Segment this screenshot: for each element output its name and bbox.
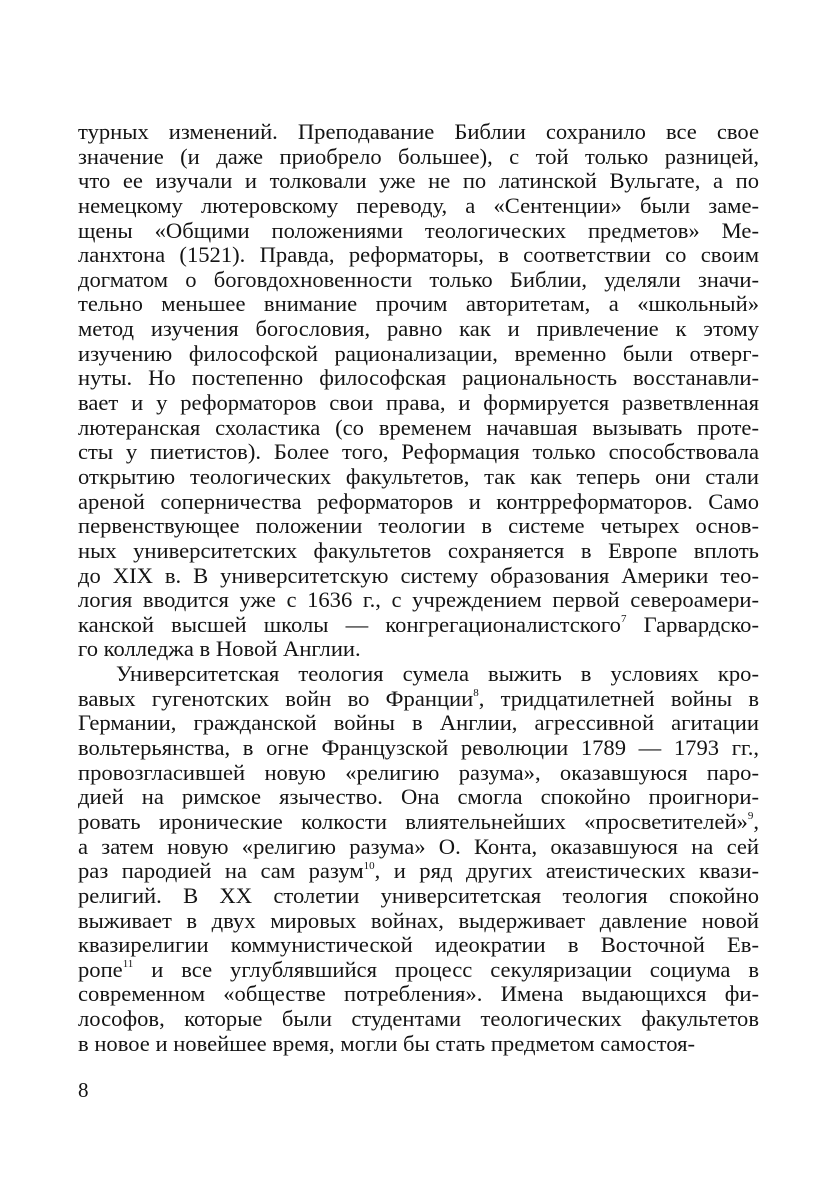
text-line bbox=[78, 342, 759, 367]
text-line bbox=[78, 490, 759, 515]
text-line bbox=[78, 243, 759, 268]
text-line bbox=[78, 662, 759, 687]
text-line bbox=[78, 761, 759, 786]
text-line bbox=[78, 884, 759, 909]
text-segment: первенствующее положении теологии в системе четырех основ- bbox=[78, 513, 759, 539]
text-segment: изучению философской рационализации, временно были отверг- bbox=[78, 340, 759, 366]
text-line bbox=[78, 909, 759, 934]
text-segment: религий. В XX столетии университетская теология спокойно bbox=[78, 882, 759, 908]
text-segment: провозгласившей новую «религию разума», оказавшуюся паро- bbox=[78, 759, 759, 785]
text-segment: квазирелигии коммунистической идеократии в Восточной Ев- bbox=[78, 932, 759, 958]
text-line bbox=[78, 637, 759, 662]
text-segment: немецкому лютеровскому переводу, а «Сентенции» были заме- bbox=[78, 192, 759, 218]
text-line bbox=[78, 539, 759, 564]
text-line bbox=[78, 1007, 759, 1032]
text-segment: Университетская теология сумела выжить в условиях кро- bbox=[116, 661, 759, 687]
text-segment: , bbox=[753, 808, 759, 834]
footnote-reference: 8 bbox=[473, 687, 479, 700]
footnote-reference: 9 bbox=[747, 810, 754, 823]
text-segment: ропе bbox=[78, 956, 123, 982]
text-line bbox=[78, 145, 759, 170]
text-segment: метод изучения богословия, равно как и привлечение к этому bbox=[78, 316, 759, 342]
text-line bbox=[78, 687, 759, 712]
footnote-reference: 7 bbox=[620, 613, 627, 626]
text-segment: раз пародией на сам разум bbox=[78, 858, 364, 884]
paragraph bbox=[78, 662, 759, 1056]
text-line bbox=[78, 859, 759, 884]
text-segment: ланхтона (1521). Правда, реформаторы, в соответствии со своим bbox=[78, 242, 759, 268]
text-line bbox=[78, 440, 759, 465]
text-segment: что ее изучали и толковали уже не по латинской Вульгате, а по bbox=[78, 168, 759, 194]
page-body bbox=[78, 120, 759, 1056]
text-segment: сты у пиетистов). Более того, Реформация только способствовала bbox=[78, 439, 759, 465]
text-segment: а затем новую «религию разума» О. Конта, оказавшуюся на сей bbox=[78, 833, 759, 859]
text-line bbox=[78, 588, 759, 613]
text-line bbox=[78, 169, 759, 194]
text-segment: до XIX в. В университетскую систему образования Америки тео- bbox=[78, 562, 759, 588]
text-segment: ареной соперничества реформаторов и контрреформаторов. Само bbox=[78, 488, 759, 514]
text-line bbox=[78, 194, 759, 219]
text-line bbox=[78, 1032, 759, 1057]
text-segment: вает и у реформаторов свои права, и формируется разветвленная bbox=[78, 390, 759, 416]
text-segment: выживает в двух мировых войнах, выдерживает давление новой bbox=[78, 907, 759, 933]
text-segment: и все углублявшийся процесс секуляризации социума в bbox=[133, 956, 759, 982]
text-line bbox=[78, 933, 759, 958]
text-segment: современном «обществе потребления». Имена выдающихся фи- bbox=[78, 981, 759, 1007]
text-segment: значение (и даже приобрело большее), с той только разницей, bbox=[78, 143, 759, 169]
text-segment: Германии, гражданской войны в Англии, агрессивной агитации bbox=[78, 710, 759, 736]
text-segment: канской высшей школы — конгрегационалистского bbox=[78, 611, 621, 637]
text-segment: логия вводится уже с 1636 г., с учреждением первой североамери- bbox=[78, 587, 759, 613]
text-line bbox=[78, 982, 759, 1007]
text-line bbox=[78, 416, 759, 441]
text-line bbox=[78, 366, 759, 391]
text-segment: в новое и новейшее время, могли бы стать предметом самостоя- bbox=[78, 1030, 696, 1056]
text-segment: дией на римское язычество. Она смогла спокойно проигнори- bbox=[78, 784, 759, 810]
footnote-reference: 11 bbox=[122, 958, 134, 971]
text-line bbox=[78, 785, 759, 810]
text-segment: нуты. Но постепенно философская рациональность восстанавли- bbox=[78, 365, 759, 391]
text-segment: турных изменений. Преподавание Библии сохранило все свое bbox=[78, 119, 759, 144]
text-segment: Гарвардско- bbox=[626, 611, 759, 637]
text-segment: , тридцатилетней войны в bbox=[478, 685, 759, 711]
text-segment: го колледжа в Новой Англии. bbox=[78, 636, 361, 662]
text-segment: вольтерьянства, в огне Французской революции 1789 — 1793 гг., bbox=[78, 735, 759, 761]
text-line bbox=[78, 564, 759, 589]
text-line bbox=[78, 317, 759, 342]
footnote-reference: 10 bbox=[363, 859, 375, 872]
text-line bbox=[78, 219, 759, 244]
page-number: 8 bbox=[78, 1078, 89, 1102]
text-line bbox=[78, 391, 759, 416]
text-segment: догматом о боговдохновенности только Библии, уделяли значи- bbox=[78, 266, 759, 292]
text-segment: , и ряд других атеистических квази- bbox=[374, 858, 759, 884]
text-segment: лютеранская схоластика (со временем начавшая вызывать протe- bbox=[78, 414, 759, 440]
text-line bbox=[78, 514, 759, 539]
text-segment: ровать иронические колкости влиятельнейших «просветителей» bbox=[78, 808, 748, 834]
text-segment: тельно меньшее внимание прочим авторитетам, а «школьный» bbox=[78, 291, 759, 317]
text-segment: щены «Общими положениями теологических предметов» Ме- bbox=[78, 217, 759, 243]
text-line bbox=[78, 835, 759, 860]
paragraph bbox=[78, 120, 759, 662]
text-line bbox=[78, 613, 759, 638]
text-line bbox=[78, 120, 759, 145]
text-segment: ных университетских факультетов сохраняется в Европе вплоть bbox=[78, 537, 759, 563]
text-segment: лософов, которые были студентами теологических факультетов bbox=[78, 1006, 759, 1032]
text-line bbox=[78, 958, 759, 983]
text-line bbox=[78, 736, 759, 761]
text-segment: открытию теологических факультетов, так как теперь они стали bbox=[78, 463, 759, 489]
text-line bbox=[78, 711, 759, 736]
text-line bbox=[78, 292, 759, 317]
text-line bbox=[78, 465, 759, 490]
text-line bbox=[78, 268, 759, 293]
text-line bbox=[78, 810, 759, 835]
text-segment: вавых гугенотских войн во Франции bbox=[78, 685, 474, 711]
